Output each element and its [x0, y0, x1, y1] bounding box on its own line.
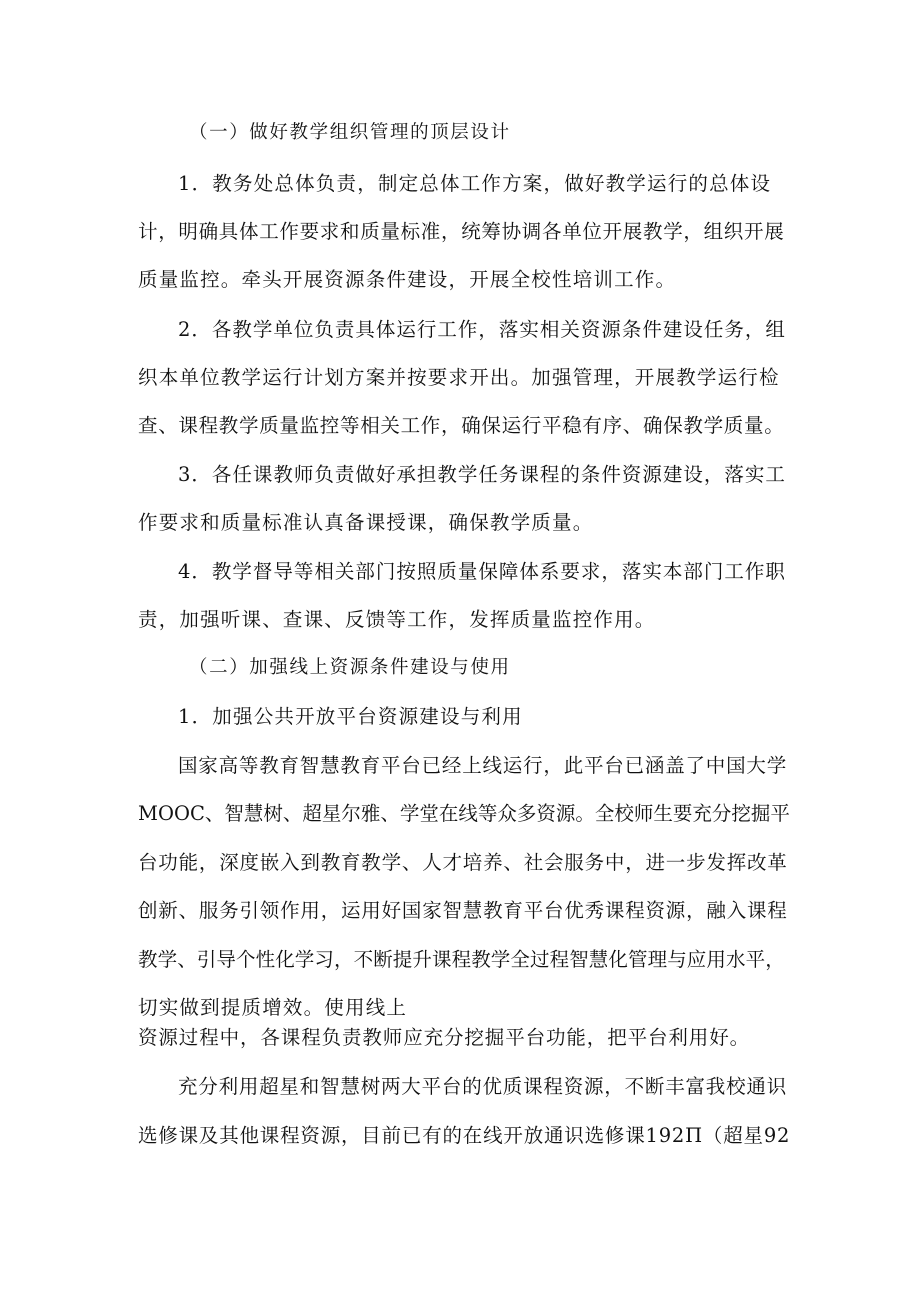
paragraph-line: 创新、服务引领作用，运用好国家智慧教育平台优秀课程资源，融入课程: [138, 899, 788, 922]
paragraph-line: 台功能，深度嵌入到教育教学、人才培养、社会服务中，进一步发挥改革: [138, 851, 788, 874]
section-heading: （一）做好教学组织管理的顶层设计: [189, 122, 511, 143]
paragraph-line: 4．教学督导等相关部门按照质量保障体系要求，落实本部门工作职: [178, 560, 786, 583]
paragraph-line: 2．各教学单位负责具体运行工作，落实相关资源条件建设任务，组: [178, 318, 786, 341]
paragraph-line: 教学、引导个性化学习，不断提升课程教学全过程智慧化管理与应用水平，: [138, 948, 785, 971]
paragraph-line: 计，明确具体工作要求和质量标准，统筹协调各单位开展教学，组织开展: [138, 220, 785, 243]
paragraph-line: 选修课及其他课程资源，目前已有的在线开放通识选修课192Π（超星92: [138, 1124, 791, 1147]
paragraph-line: 织本单位教学运行计划方案并按要求开出。加强管理，开展教学运行检: [138, 366, 780, 389]
paragraph-line: 1．教务处总体负责，制定总体工作方案，做好教学运行的总体设: [178, 172, 772, 195]
paragraph-line: 资源过程中，各课程负责教师应充分挖掘平台功能，把平台利用好。: [138, 1026, 751, 1049]
paragraph-line: 质量监控。牵头开展资源条件建设，开展全校性培训工作。: [138, 268, 677, 291]
paragraph-line: 切实做到提质增效。使用线上: [138, 996, 408, 1019]
paragraph-line: 充分利用超星和智慧树两大平台的优质课程资源，不断丰富我校通识: [178, 1075, 788, 1098]
paragraph-line: 作要求和质量标准认真备课授课，确保教学质量。: [138, 511, 594, 534]
paragraph-line: MOOC、智慧树、超星尔雅、学堂在线等众多资源。全校师生要充分挖掘平: [138, 802, 790, 825]
paragraph-line: 3．各任课教师负责做好承担教学任务课程的条件资源建设，落实工: [178, 463, 786, 486]
paragraph-line: 国家高等教育智慧教育平台已经上线运行，此平台已涵盖了中国大学: [178, 754, 788, 777]
paragraph-line: 查、课程教学质量监控等相关工作，确保运行平稳有序、确保教学质量。: [138, 414, 785, 437]
section-heading: （二）加强线上资源条件建设与使用: [189, 657, 511, 678]
subheading: 1．加强公共开放平台资源建设与利用: [178, 705, 523, 728]
paragraph-line: 责，加强听课、查课、反馈等工作，发挥质量监控作用。: [138, 608, 656, 631]
